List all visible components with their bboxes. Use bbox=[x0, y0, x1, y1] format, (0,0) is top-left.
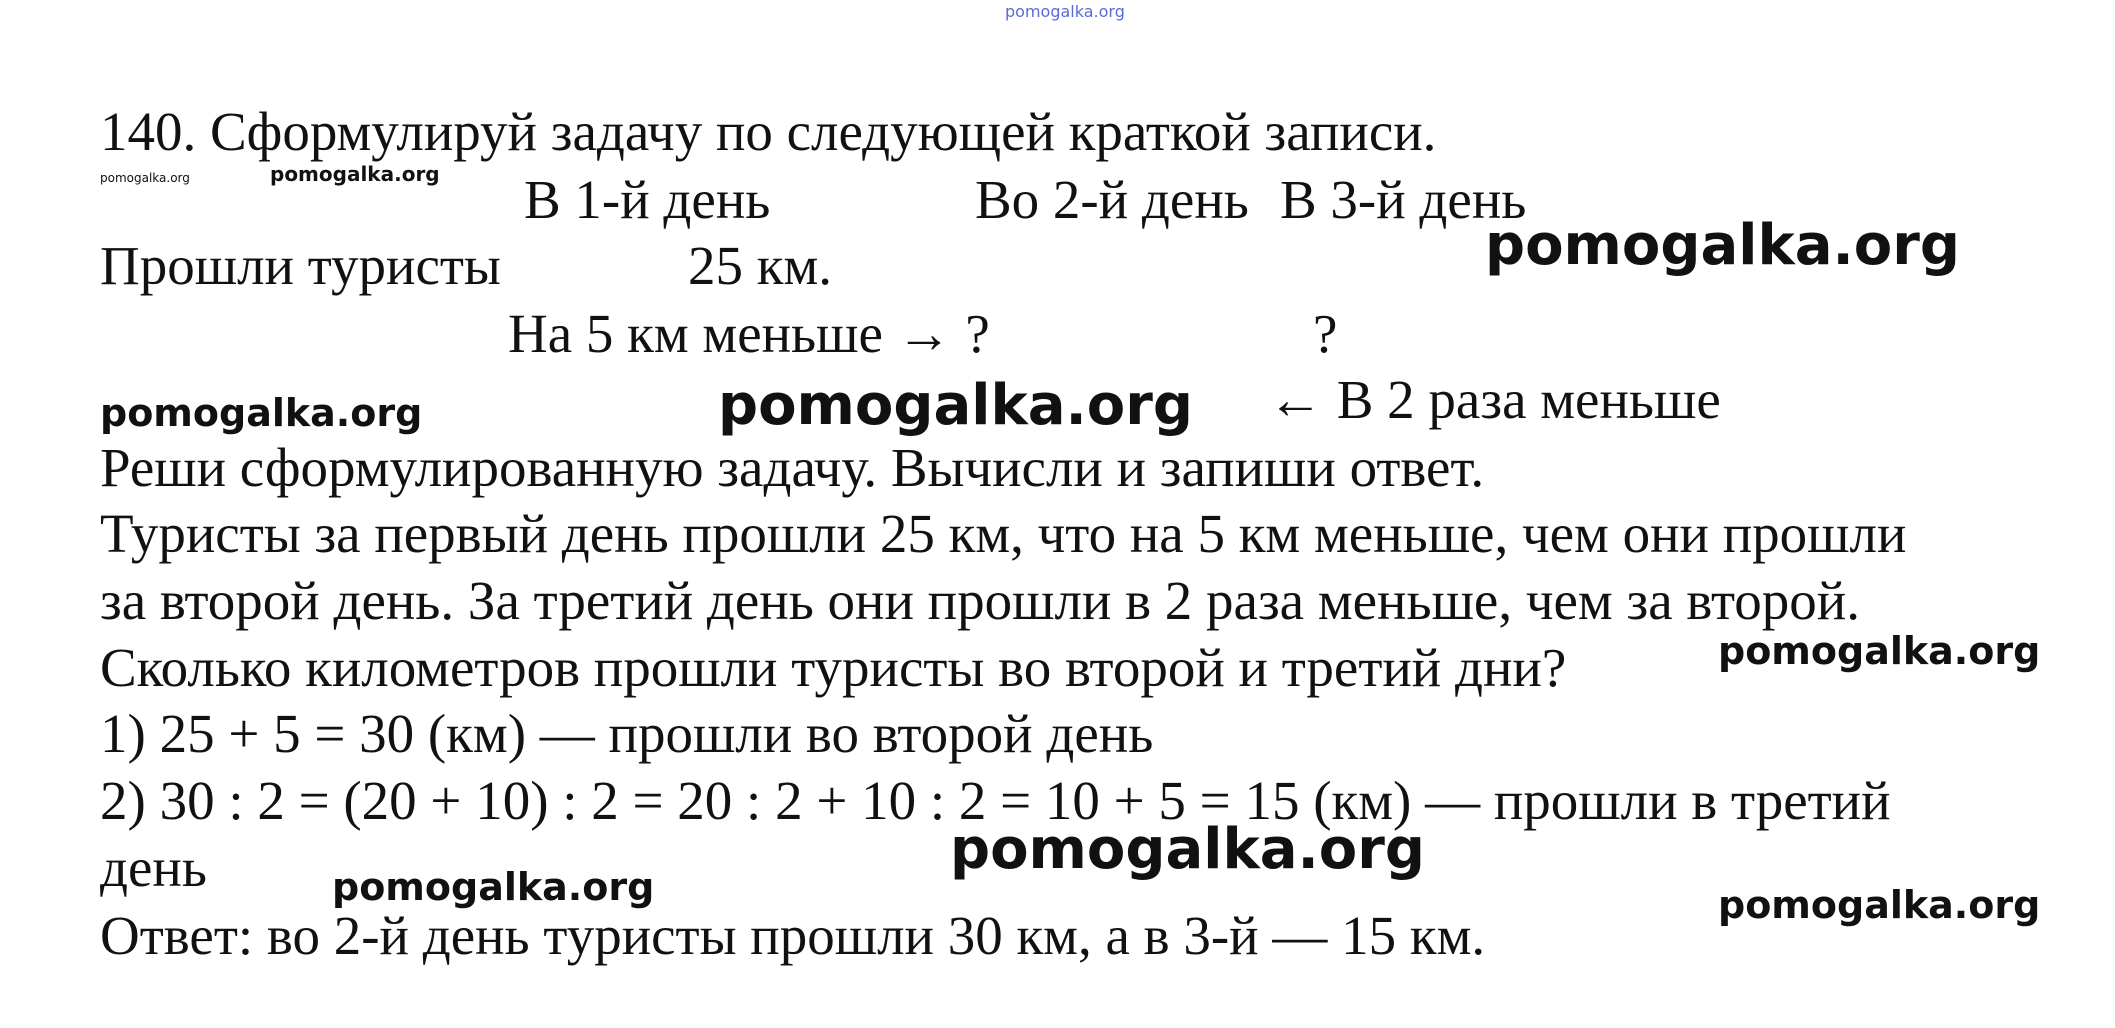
watermark-medium: pomogalka.org bbox=[1718, 629, 2041, 673]
watermark-top: pomogalka.org bbox=[1005, 2, 1125, 21]
short-note-day1-value: 25 км. bbox=[688, 235, 833, 296]
solution-line: день bbox=[100, 837, 207, 898]
answer-text: Ответ: во 2-й день туристы прошли 30 км, а в 3-й — 15 км. bbox=[100, 905, 1486, 966]
watermark-large: pomogalka.org bbox=[1485, 213, 1960, 278]
watermark-tiny: pomogalka.org bbox=[100, 171, 190, 185]
watermark-large: pomogalka.org bbox=[718, 373, 1193, 438]
watermark-medium: pomogalka.org bbox=[332, 865, 655, 909]
short-note-day3-relation: ← В 2 раза меньше bbox=[1268, 369, 1721, 430]
short-note-col2: Во 2-й день bbox=[975, 169, 1249, 230]
problem-line: за второй день. За третий день они прошли в 2 раза меньше, чем за второй. bbox=[100, 570, 1860, 631]
watermark-medium: pomogalka.org bbox=[100, 391, 423, 435]
problem-line: Сколько километров прошли туристы во второй и третий дни? bbox=[100, 637, 1567, 698]
short-note-day3-value: ? bbox=[1313, 303, 1338, 364]
short-note-row-label: Прошли туристы bbox=[100, 235, 501, 296]
watermark-medium: pomogalka.org bbox=[1718, 883, 2041, 927]
instruction-text: Реши сформулированную задачу. Вычисли и запиши ответ. bbox=[100, 437, 1485, 498]
short-note-day2-value: На 5 км меньше → ? bbox=[508, 303, 990, 364]
task-title: 140. Сформулируй задачу по следующей краткой записи. bbox=[100, 101, 1437, 162]
solution-line: 2) 30 : 2 = (20 + 10) : 2 = 20 : 2 + 10 : 2 = 10 + 5 = 15 (км) — прошли в третий bbox=[100, 770, 1891, 831]
short-note-col3: В 3-й день bbox=[1280, 169, 1527, 230]
short-note-col1: В 1-й день bbox=[524, 169, 771, 230]
watermark-large: pomogalka.org bbox=[950, 817, 1425, 882]
problem-line: Туристы за первый день прошли 25 км, что на 5 км меньше, чем они прошли bbox=[100, 503, 1907, 564]
watermark-small: pomogalka.org bbox=[270, 162, 440, 186]
solution-line: 1) 25 + 5 = 30 (км) — прошли во второй день bbox=[100, 703, 1154, 764]
